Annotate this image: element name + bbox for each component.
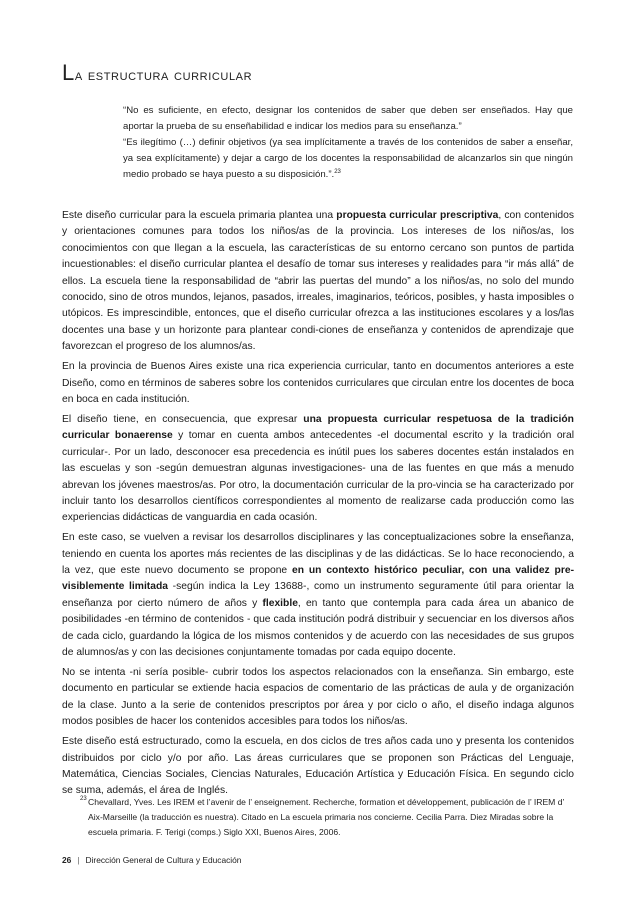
page-footer [62,855,241,865]
paragraph-4-text-e: , en tanto que contempla para cada área un abanico de posibilidades -en término de contenidos - que cada institución podrá distribuir y secuenciar en los diversos años de cada ciclo, guardando la lógica de los mismos contenidos y de acuerdo con las necesidades de sus grupos de alumnos/as y con las decisiones conjuntamente tomadas por cada equipo docente. [62,597,574,659]
paragraph-4-text-a: En este caso, se vuelven a revisar los desarrollos disciplinares y las conceptualizaciones sobre la enseñanza, teniendo en cuenta los aportes más recientes de las disciplinas y de las didácticas. Se lo hace reconociendo, a la vez, que este nuevo documento se propone [62,532,574,577]
section-title-initial: L [62,60,75,85]
paragraph-4-bold-1: en un contexto histórico peculiar, con una validez pre-visiblemente limitada [62,565,574,593]
section-title-rest: a estructura curricular [74,67,253,84]
footnote-reference: 23 [334,168,341,175]
footer-separator: | [77,855,80,865]
paragraph-1-text-c: , con contenidos y orientaciones comunes para todos los niños/as de la provincia. Los intereses de los niños/as, los conocimientos con que llegan a la escuela, las características de su entorno cercano son puntos de partida incuestionables: el diseño curricular plantea el desafío de tomar sus intereses y realidades para “ir más allá” de ellos. La escuela tiene la responsabilidad de “abrir las puertas del mundo” a los niños/as, no solo del mundo conocido, sino de otros mundos, lejanos, pasados, irreales, imaginarios, teóricos, posibles, y hasta imposibles o utópicos. Es imprescindible, entonces, que el diseño curricular ofrezca a las instituciones escolares y a los/las docentes una base y un horizonte para plantear condi-ciones de enseñanza y contenidos de aprendizaje que favorezcan el progreso de los alumnos/as. [62,210,574,353]
body-text [62,208,574,803]
paragraph-1-bold: propuesta curricular prescriptiva [336,210,499,221]
footnote-text: Chevallard, Yves. Les IREM et l’avenir de l’ enseignement. Recherche, formation et développement, publicación de l’ IREM d’ Aix-Marseille (la traducción es nuestra). Citado en La escuela primaria nos concierne. Cecilia Parra. Diez Miradas sobre la escuela primaria. F. Terigi (comps.) Siglo XXI, Buenos Aires, 2006. [88,797,565,837]
paragraph-4-text-c: -según indica la Ley 13688-, como un instrumento seguramente útil para orientar la enseñanza por cierto número de años y [62,581,574,609]
paragraph-1 [62,208,574,356]
footer-text: Dirección General de Cultura y Educación [85,855,242,865]
paragraph-5: No se intenta -ni sería posible- cubrir todos los aspectos relacionados con la enseñanza. Sin embargo, este documento en particular se extiende hacia espacios de comentario de las prácticas de aula y de organización de la clase. Junto a la serie de contenidos prescriptos por área y por ciclo o año, el diseño indaga algunos modos posibles de hacer los contenidos accesibles para todos los niños/as. [62,666,574,728]
paragraph-3-text-a: El diseño tiene, en consecuencia, que expresar [62,413,304,425]
quote-paragraph-2-text: “Es ilegítimo (…) definir objetivos (ya sea implícitamente a través de los contenidos de saber a enseñar, ya sea explícitamente) y dejar a cargo de los docentes la responsabilidad de alcanzarlos sin que ningún medio probado se haya puesto a su disposición.”. [123,137,573,180]
footnote-mark: 23 [80,796,87,802]
paragraph-2: En la provincia de Buenos Aires existe una rica experiencia curricular, tanto en documentos anteriores a este Diseño, como en términos de saberes sobre los contenidos curriculares que circulan entre los docentes de boca en boca en cada institución. [62,361,574,405]
quote-paragraph-1: “No es suficiente, en efecto, designar los contenidos de saber que deben ser enseñados. Hay que aportar la prueba de su enseñabilidad e indicar los medios para su enseñanza.” [123,105,573,132]
paragraph-4-bold-2: flexible [262,597,298,609]
paragraph-3 [62,412,574,527]
paragraph-3-bold: una propuesta curricular respetuosa de la tradición curricular bonaerense [62,413,574,442]
quote-paragraph-2 [123,135,573,183]
footnote [80,795,574,840]
page-number: 26 [62,855,72,865]
epigraph-quote [123,103,573,183]
paragraph-6: Este diseño está estructurado, como la escuela, en dos ciclos de tres años cada uno y presenta los contenidos distribuidos por ciclo y/o por año. Las áreas curriculares que se proponen son Prácticas del Lenguaje, Matemática, Ciencias Sociales, Ciencias Naturales, Educación Artística y Educación Física. En segundo ciclo se suma, además, el área de Inglés. [62,736,574,797]
paragraph-1-text-a: Este diseño curricular para la escuela primaria plantea una [62,210,337,221]
paragraph-3-text-c: y tomar en cuenta ambos antecedentes -el documental escrito y la tradición oral curricular-. Por un lado, desconocer esa precedencia es inútil pues los saberes docentes están instalados en las escuelas y son -según demuestran algunas investigaciones- una de las fuentes en que más a menudo abrevan los jóvenes maestros/as. Por otro, la documentación curricular de la pro-vincia se ha caracterizado por incluir tanto los desarrollos científicos correspondientes al momento de realizarse cada producción como las experiencias didácticas de vanguardia en cada ocasión. [62,430,574,524]
paragraph-4 [62,530,574,661]
section-title [62,60,252,86]
